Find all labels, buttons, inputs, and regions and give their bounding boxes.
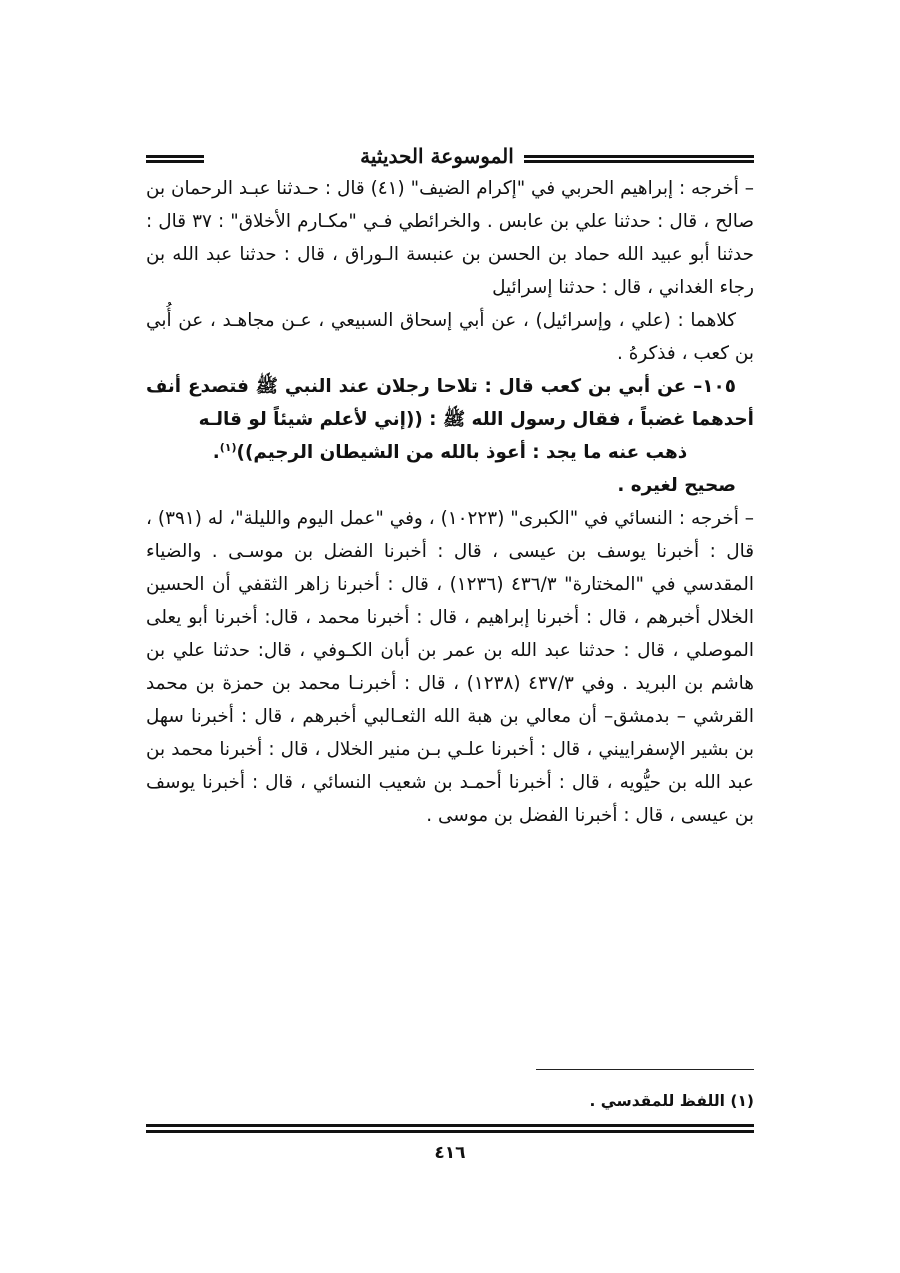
hadith-end-punct: .	[212, 442, 220, 463]
hadith-grade: صحيح لغيره .	[617, 475, 736, 496]
hadith-end-text: ذهب عنه ما يجد : أعوذ بالله من الشيطان الرجيم))	[236, 442, 688, 463]
page-number: ٤١٦	[434, 1143, 466, 1163]
footnote-separator	[536, 1069, 754, 1070]
header-rule-left	[146, 155, 204, 163]
footer-rule	[146, 1124, 754, 1133]
paragraph-takhrij-3: – أخرجه : النسائي في "الكبرى" (١٠٢٢٣) ، وفي "عمل اليوم والليلة"، له (٣٩١) ، قال : أخبرنا يوسف بن عيسى ، قال : أخبرنا الفضل بن موسـى . والضياء المقدسي في "المختارة" ٤٣٦/٣ (١٢٣٦) ، قال : أخبرنا زاهر الثقفي أن الحسين الخلال أخبرهم ، قال : أخبرنا إبراهيم ، قال : أخبرنا محمد ، قال: أخبرنا أبو يعلى الموصلي ، قال : حدثنا عبد الله بن عمر بن أبان الكـوفي ، قال: حدثنا علي بن هاشم بن البريد . وفي ٤٣٧/٣ (١٢٣٨) ، قال : أخبرنـا محمد بن حمزة بن محمد القرشي – بدمشق– أن معالي بن هبة الله الثعـالبي أخبرهم ، قال : أخبرنا سهل بن بشير الإسفراييني ، قال : أخبرنا علـي بـن منير الخلال ، قال : أخبرنا محمد بن عبد الله بن حيُّويه ، قال : أخبرنا أحمـد بن شعيب النسائي ، قال : أخبرنا يوسف بن عيسى ، قال : أخبرنا الفضل بن موسى .	[146, 508, 754, 826]
hadith-text: عن أبي بن كعب قال : تلاحا رجلان عند النبي ﷺ فتصدع أنف أحدهما غضباً ، فقال رسول الله ﷺ : ((إني لأعلم شيئاً لو قالـه	[146, 376, 754, 430]
header-rule-right	[524, 155, 754, 163]
footnote-reference[interactable]: (١)	[219, 440, 237, 454]
main-text	[146, 172, 754, 832]
footnote-1: (١) اللفظ للمقدسي .	[589, 1092, 754, 1110]
hadith-paragraph	[146, 370, 754, 436]
header-title: الموسوعة الحديثية	[360, 144, 514, 168]
paragraph-takhrij-2: كلاهما : (علي ، وإسرائيل) ، عن أبي إسحاق السبيعي ، عـن مجاهـد ، عن أُبي بن كعب ، فذكرهُ .	[146, 310, 754, 364]
hadith-number: ١٠٥–	[686, 376, 736, 397]
hadith-ending	[146, 436, 754, 469]
paragraph-takhrij-1: – أخرجه : إبراهيم الحربي في "إكرام الضيف" (٤١) قال : حـدثنا عبـد الرحمان بن صالح ، قال : حدثنا علي بن عابس . والخرائطي فـي "مكـارم الأخلاق" : ٣٧ قال : حدثنا أبو عبيد الله حماد بن الحسن بن عنبسة الـوراق ، قال : حدثنا عبد الله بن رجاء الغداني ، قال : حدثنا إسرائيل	[146, 178, 754, 298]
